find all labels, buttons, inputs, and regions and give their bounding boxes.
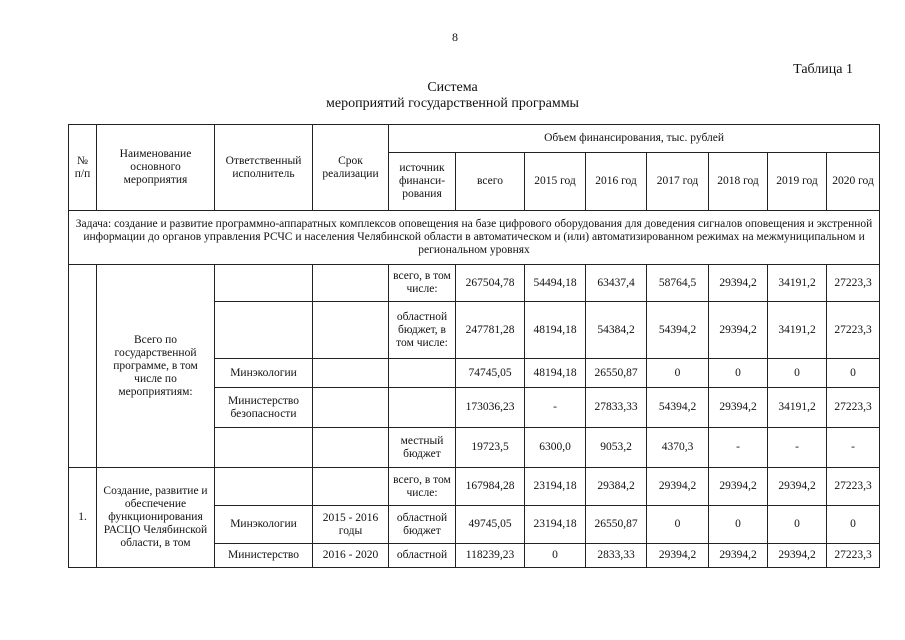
table-cell: 29394,2 (768, 468, 827, 506)
table-cell: 29394,2 (709, 302, 768, 359)
program-measures-table (68, 124, 880, 568)
table-cell: 0 (709, 506, 768, 544)
header-2015: 2015 год (525, 153, 586, 211)
table-cell: 29394,2 (709, 265, 768, 302)
table-cell: 247781,28 (456, 302, 525, 359)
table-cell: 29384,2 (586, 468, 647, 506)
table-cell: Министерство безопасности (215, 388, 313, 428)
table-cell: 54394,2 (647, 388, 709, 428)
table-cell: 0 (827, 359, 880, 388)
table-cell: 118239,23 (456, 544, 525, 568)
table-cell: 0 (525, 544, 586, 568)
task-description: Задача: создание и развитие программно-аппаратных комплексов оповещения на базе цифрового оборудования для доведения сигналов оповещения и экстренной информации до органов управления РСЧС и населения Челябинской области в автоматическом и (или) автоматизированном режимах на межмуниципальном и региональном уровнях (69, 211, 880, 265)
header-2018: 2018 год (709, 153, 768, 211)
table-cell: 23194,18 (525, 506, 586, 544)
header-2020: 2020 год (827, 153, 880, 211)
header-funding-group: Объем финансирования, тыс. рублей (389, 125, 880, 153)
table-cell (215, 428, 313, 468)
table-cell: 267504,78 (456, 265, 525, 302)
table-cell: 2016 - 2020 (313, 544, 389, 568)
table-cell: 58764,5 (647, 265, 709, 302)
table-cell (215, 468, 313, 506)
header-term: Срок реализации (313, 125, 389, 211)
block1-num (69, 265, 97, 468)
table-cell: - (827, 428, 880, 468)
table-cell: 9053,2 (586, 428, 647, 468)
table-cell: 0 (647, 506, 709, 544)
table-cell (215, 265, 313, 302)
table-cell: 27223,3 (827, 388, 880, 428)
table-cell: 29394,2 (768, 544, 827, 568)
table-cell: областной бюджет, в том числе: (389, 302, 456, 359)
table-cell: 63437,4 (586, 265, 647, 302)
table-cell: 4370,3 (647, 428, 709, 468)
block2-num: 1. (69, 468, 97, 568)
table-cell: 0 (647, 359, 709, 388)
table-cell: 0 (827, 506, 880, 544)
table-cell: 29394,2 (647, 468, 709, 506)
table-cell: 29394,2 (709, 544, 768, 568)
table-cell: 27223,3 (827, 468, 880, 506)
table-cell (313, 265, 389, 302)
table-cell: Минэкологии (215, 506, 313, 544)
header-2019: 2019 год (768, 153, 827, 211)
table-cell: 29394,2 (647, 544, 709, 568)
table-cell: 48194,18 (525, 302, 586, 359)
header-num: № п/п (69, 125, 97, 211)
table-cell: областной бюджет (389, 506, 456, 544)
table-cell: 23194,18 (525, 468, 586, 506)
table-cell: 0 (768, 359, 827, 388)
table-cell: 19723,5 (456, 428, 525, 468)
table-cell (313, 428, 389, 468)
table-cell: всего, в том числе: (389, 265, 456, 302)
table-cell: 54384,2 (586, 302, 647, 359)
table-cell: 0 (768, 506, 827, 544)
table-cell: 29394,2 (709, 468, 768, 506)
table-cell: областной (389, 544, 456, 568)
page-number: 8 (452, 30, 458, 44)
table-cell: 34191,2 (768, 388, 827, 428)
table-cell: 6300,0 (525, 428, 586, 468)
table-cell: 27833,33 (586, 388, 647, 428)
table-cell: 27223,3 (827, 302, 880, 359)
block1-name: Всего по государственной программе, в том числе по мероприятиям: (97, 265, 215, 468)
header-total: всего (456, 153, 525, 211)
table-cell (313, 359, 389, 388)
table-cell: 54394,2 (647, 302, 709, 359)
table-cell: 167984,28 (456, 468, 525, 506)
header-name: Наименование основного мероприятия (97, 125, 215, 211)
table-cell: 29394,2 (709, 388, 768, 428)
table-cell (313, 388, 389, 428)
table-label: Таблица 1 (793, 62, 853, 77)
table-cell: 54494,18 (525, 265, 586, 302)
header-2016: 2016 год (586, 153, 647, 211)
table-cell: - (709, 428, 768, 468)
table-cell: 2015 - 2016 годы (313, 506, 389, 544)
table-cell (215, 302, 313, 359)
table-cell: Минэкологии (215, 359, 313, 388)
table-cell: 74745,05 (456, 359, 525, 388)
table-cell: 34191,2 (768, 265, 827, 302)
table-cell (313, 468, 389, 506)
table-title-line1: Система (427, 80, 478, 95)
table-cell: 48194,18 (525, 359, 586, 388)
table-cell: 2833,33 (586, 544, 647, 568)
table-cell: - (768, 428, 827, 468)
table-cell: Министерство (215, 544, 313, 568)
table-cell: 34191,2 (768, 302, 827, 359)
table-cell (389, 359, 456, 388)
table-cell: всего, в том числе: (389, 468, 456, 506)
table-cell: местный бюджет (389, 428, 456, 468)
table-cell: 0 (709, 359, 768, 388)
table-cell: 27223,3 (827, 544, 880, 568)
table-cell: 173036,23 (456, 388, 525, 428)
table-cell: 27223,3 (827, 265, 880, 302)
block2-name: Создание, развитие и обеспечение функционирования РАСЦО Челябинской области, в том (97, 468, 215, 568)
header-executor: Ответственный исполнитель (215, 125, 313, 211)
table-cell (313, 302, 389, 359)
table-cell: 26550,87 (586, 359, 647, 388)
table-cell: - (525, 388, 586, 428)
table-cell (389, 388, 456, 428)
table-cell: 26550,87 (586, 506, 647, 544)
table-title-line2: мероприятий государственной программы (326, 96, 579, 111)
header-2017: 2017 год (647, 153, 709, 211)
header-source: источник финанси-рования (389, 153, 456, 211)
table-cell: 49745,05 (456, 506, 525, 544)
